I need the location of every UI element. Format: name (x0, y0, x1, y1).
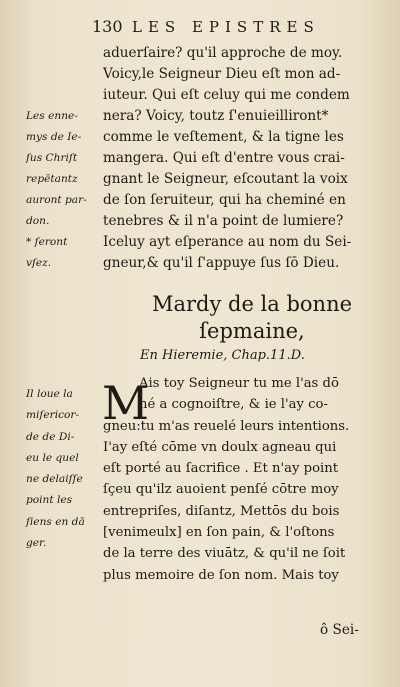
catchword: ô Sei- (320, 622, 359, 638)
text-line: tenebres & il n'a point de lumiere? (103, 213, 344, 229)
drop-capital: M (102, 376, 150, 430)
text-line: Iceluy ayt eſperance au nom du Sei- (103, 234, 352, 250)
text-line: aduerſaire? qu'il approche de moy. (103, 45, 343, 61)
text-line: gneur,& qu'il ſ'appuye ſus ſō Dieu. (103, 255, 340, 271)
text-line: de ſon ſeruiteur, qui ha cheminé en (103, 192, 346, 208)
reading-text-block (103, 373, 383, 586)
text-line: I'ay eſté cōme vn doulx agneau qui (103, 439, 337, 455)
page-number: 130 (92, 17, 123, 36)
margin-note: ſus Chriſt (26, 152, 78, 164)
margin-note: de de Di- (26, 430, 75, 443)
margin-notes (26, 384, 106, 554)
text-line: Voicy,le Seigneur Dieu eſt mon ad- (103, 66, 341, 82)
text-line: plus memoire de ſon nom. Mais toy (103, 567, 339, 583)
margin-note: eu le quel (26, 451, 79, 464)
margin-note: auront par- (26, 194, 87, 206)
text-line: iuteur. Qui eſt celuy qui me condem (103, 87, 350, 103)
scripture-citation: En Hieremie, Chap.11.D. (140, 348, 305, 363)
margin-note: point les (26, 494, 73, 507)
heading-line: ſepmaine, (199, 319, 305, 343)
text-line: né a cognoiſtre, & ie l'ay co- (139, 397, 328, 413)
text-line: Ais toy Seigneur tu me l'as dō (139, 376, 339, 391)
text-line: [venimeulx] en ſon pain, & l'oſtons (103, 525, 335, 541)
margin-note: * ſeront (26, 236, 68, 248)
running-title: LES EPISTRES (132, 18, 320, 36)
epistle-text-block (103, 43, 390, 274)
heading-line: Mardy de la bonne (151, 292, 353, 316)
margin-note: vſez. (26, 257, 52, 269)
margin-notes (26, 106, 106, 274)
text-line: eſt porté au ſacrifice . Et n'ay point (103, 461, 339, 477)
margin-note: ger. (26, 537, 47, 550)
text-line: gnant le Seigneur, eſcoutant la voix (103, 171, 348, 187)
section-heading (128, 291, 376, 345)
text-line: comme le veſtement, & la tigne les (103, 129, 344, 145)
margin-note: Les enne- (26, 110, 78, 122)
text-line: entrepriſes, diſantz, Mettōs du bois (103, 503, 340, 519)
text-line: ſçeu qu'ilz auoient penſé cōtre moy (103, 482, 339, 498)
margin-note: Il loue la (26, 388, 73, 400)
margin-note: repētantz (26, 173, 78, 185)
margin-note: ſiens en dā (26, 515, 85, 528)
margin-note: miſericor- (26, 409, 80, 422)
margin-note: don. (26, 215, 50, 227)
page-header (92, 15, 392, 39)
text-line: gneu:tu m'as reuelé leurs intentions. (103, 418, 350, 434)
margin-note: mys de Ie- (26, 131, 82, 143)
text-line: nera? Voicy, toutz ſ'enuieilliront* (103, 108, 329, 124)
margin-note: ne delaiſſe (26, 473, 83, 486)
text-line: mangera. Qui eſt d'entre vous crai- (103, 150, 345, 166)
text-line: de la terre des viuātz, & qu'il ne ſoit (103, 546, 346, 562)
